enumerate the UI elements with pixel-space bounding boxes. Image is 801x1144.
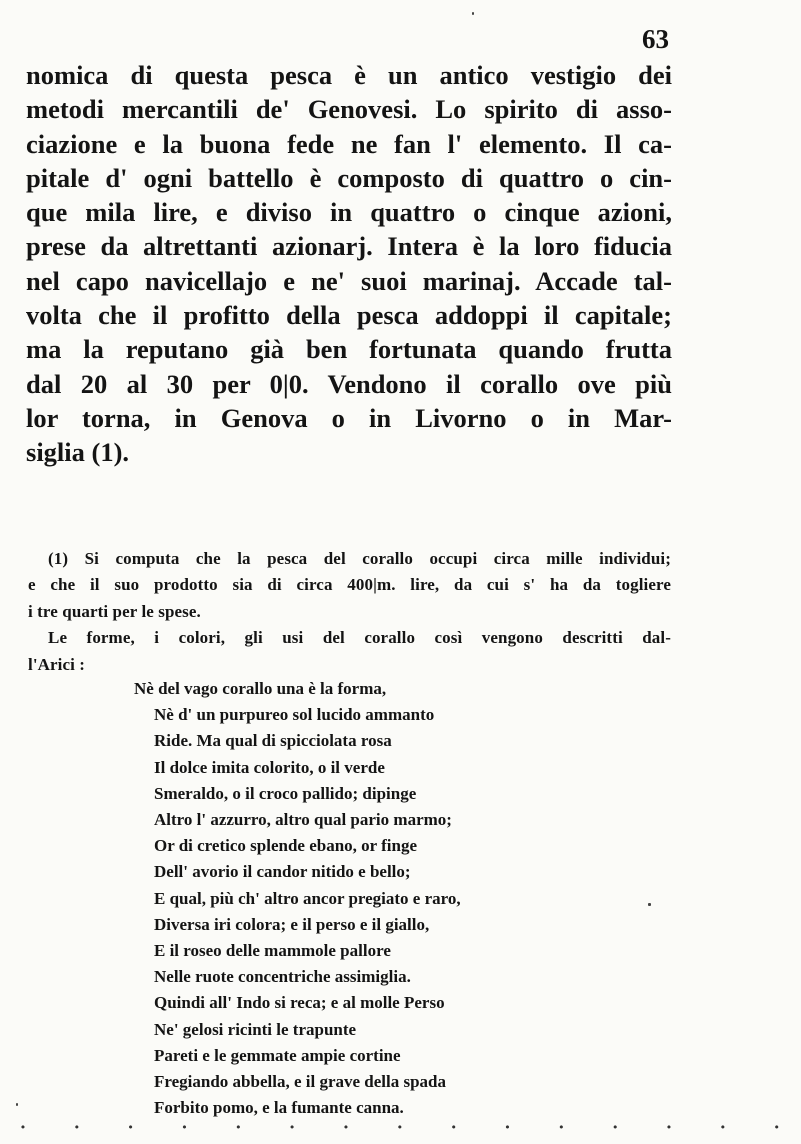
text-line: nomica di questa pesca è un antico vestigio dei xyxy=(26,60,672,90)
text-line: volta che il profitto della pesca addoppi il capitale; xyxy=(26,300,672,331)
footer-dots: · · · · · · · · · · · · · · · xyxy=(20,1118,801,1138)
text-line: siglia (1). xyxy=(26,437,130,468)
poem-line: Nè del vago corallo una è la forma, xyxy=(134,679,387,698)
text-line: dal 20 al 30 per 0|0. Vendono il corallo ove più xyxy=(26,368,672,399)
poem-line: Forbito pomo, e la fumante canna. xyxy=(154,1098,404,1118)
footnote-line: e che il suo prodotto sia di circa 400|m. lire, da cui s' ha da togliere xyxy=(28,575,671,595)
scan-speck xyxy=(472,12,474,15)
footnote-line: i tre quarti per le spese. xyxy=(28,601,201,621)
main-paragraph xyxy=(26,58,672,470)
poem-line: Ne' gelosi ricinti le trapunte xyxy=(154,1019,357,1039)
footnote-intro-line: Le forme, i colori, gli usi del corallo così vengono descritti dal- xyxy=(48,628,671,648)
text-line: nel capo navicellajo e ne' suoi marinaj. Accade tal- xyxy=(26,265,672,296)
poem-line: Altro l' azzurro, altro qual pario marmo; xyxy=(154,810,452,830)
text-line: ma la reputano già ben fortunata quando frutta xyxy=(26,334,672,365)
poem-line: Or di cretico splende ebano, or finge xyxy=(154,836,418,856)
poem-line: Pareti e le gemmate ampie cortine xyxy=(154,1045,401,1065)
page-number: 63 xyxy=(642,24,669,54)
poem-line: Ride. Ma qual di spicciolata rosa xyxy=(154,731,392,751)
poem-line: Dell' avorio il candor nitido e bello; xyxy=(154,862,411,882)
poem-line: Nè d' un purpureo sol lucido ammanto xyxy=(154,705,435,725)
text-line: metodi mercantili de' Genovesi. Lo spirito di asso- xyxy=(26,94,672,125)
poem-line: Quindi all' Indo si reca; e al molle Perso xyxy=(154,993,445,1013)
text-line: que mila lire, e diviso in quattro o cinque azioni, xyxy=(26,197,672,228)
poem-line: Nelle ruote concentriche assimiglia. xyxy=(154,967,411,987)
poem-line: Il dolce imita colorito, o il verde xyxy=(154,757,385,777)
text-line: prese da altrettanti azionarj. Intera è la loro fiducia xyxy=(26,231,672,262)
text-line: lor torna, in Genova o in Livorno o in Mar- xyxy=(26,402,672,433)
poem-quote xyxy=(134,676,461,1121)
poem-line: Smeraldo, o il croco pallido; dipinge xyxy=(154,783,417,803)
poem-line: E qual, più ch' altro ancor pregiato e raro, xyxy=(154,888,461,908)
poem-line: Fregiando abbella, e il grave della spada xyxy=(154,1072,447,1092)
text-line: ciazione e la buona fede ne fan l' elemento. Il ca- xyxy=(26,128,672,159)
text-line: pitale d' ogni battello è composto di quattro o cin- xyxy=(26,162,672,193)
footnote-line: (1) Si computa che la pesca del corallo occupi circa mille individui; xyxy=(48,549,671,568)
footnote xyxy=(28,546,671,678)
poem-line: E il roseo delle mammole pallore xyxy=(154,941,391,961)
scan-speck xyxy=(648,903,651,906)
footnote-intro-line: l'Arici : xyxy=(28,654,86,674)
scan-speck xyxy=(16,1103,18,1106)
poem-line: Diversa iri colora; e il perso e il giallo, xyxy=(154,914,430,934)
